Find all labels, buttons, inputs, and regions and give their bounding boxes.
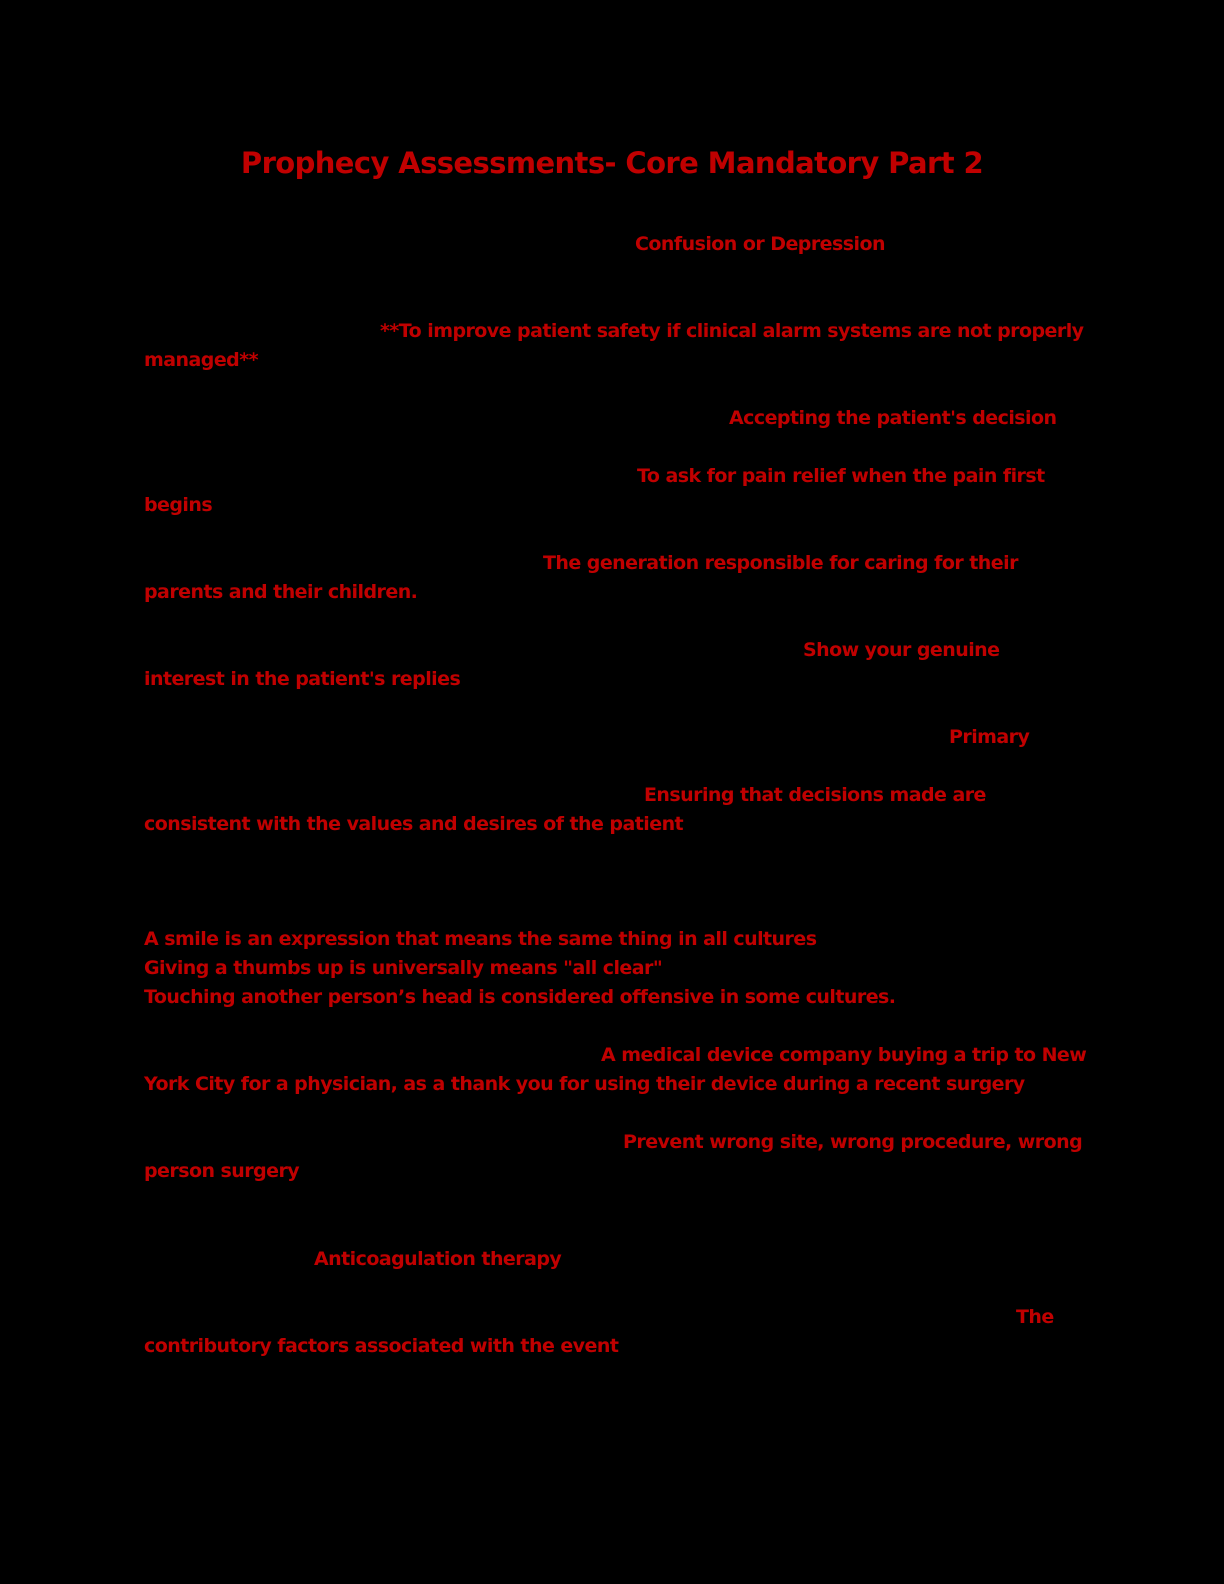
answer-10 <box>144 1041 1087 1099</box>
answer-9-line-2: Giving a thumbs up is universally means "all clear" <box>144 957 663 979</box>
answer-13-line-1: The <box>1016 1306 1054 1328</box>
answer-8 <box>144 781 1084 839</box>
answer-10-line-2: York City for a physician, as a thank you for using their device during a recent surgery <box>144 1073 1025 1095</box>
answer-4 <box>144 462 1084 520</box>
answer-7-line-1: Primary <box>949 726 1030 748</box>
answer-4-line-1: To ask for pain relief when the pain first <box>637 465 1045 487</box>
answer-8-line-1: Ensuring that decisions made are <box>644 784 986 806</box>
answer-5-line-1: The generation responsible for caring for their <box>543 552 1018 574</box>
answer-13-line-2: contributory factors associated with the event <box>144 1335 619 1357</box>
answer-5 <box>144 549 1084 607</box>
answer-6 <box>144 636 1084 694</box>
answer-6-line-1: Show your genuine <box>803 639 1000 661</box>
answer-8-line-2: consistent with the values and desires of the patient <box>144 813 684 835</box>
answer-1 <box>144 230 1084 259</box>
answer-4-line-2: begins <box>144 494 213 516</box>
answer-11-line-2: person surgery <box>144 1160 300 1182</box>
answer-3 <box>144 404 1084 433</box>
answer-12-line-1: Anticoagulation therapy <box>314 1248 562 1270</box>
answer-9-line-3: Touching another person’s head is considered offensive in some cultures. <box>144 986 896 1008</box>
answer-2-line-2: managed** <box>144 349 258 371</box>
answer-10-line-1: A medical device company buying a trip to New <box>601 1044 1087 1066</box>
answer-11-line-1: Prevent wrong site, wrong procedure, wrong <box>623 1131 1083 1153</box>
answer-6-line-2: interest in the patient's replies <box>144 668 461 690</box>
answer-1-line-1: Confusion or Depression <box>635 233 885 255</box>
answer-9-line-1: A smile is an expression that means the same thing in all cultures <box>144 928 817 950</box>
answer-9 <box>144 925 1084 1012</box>
answer-3-line-1: Accepting the patient's decision <box>729 407 1057 429</box>
answer-7 <box>144 723 1084 752</box>
answer-2 <box>144 317 1084 375</box>
answer-11 <box>144 1128 1084 1186</box>
answer-13 <box>144 1303 1084 1361</box>
answer-12 <box>144 1245 1084 1274</box>
document-title: Prophecy Assessments- Core Mandatory Part 2 <box>240 146 984 180</box>
answer-2-line-1: **To improve patient safety if clinical alarm systems are not properly <box>380 320 1084 342</box>
answer-5-line-2: parents and their children. <box>144 581 418 603</box>
